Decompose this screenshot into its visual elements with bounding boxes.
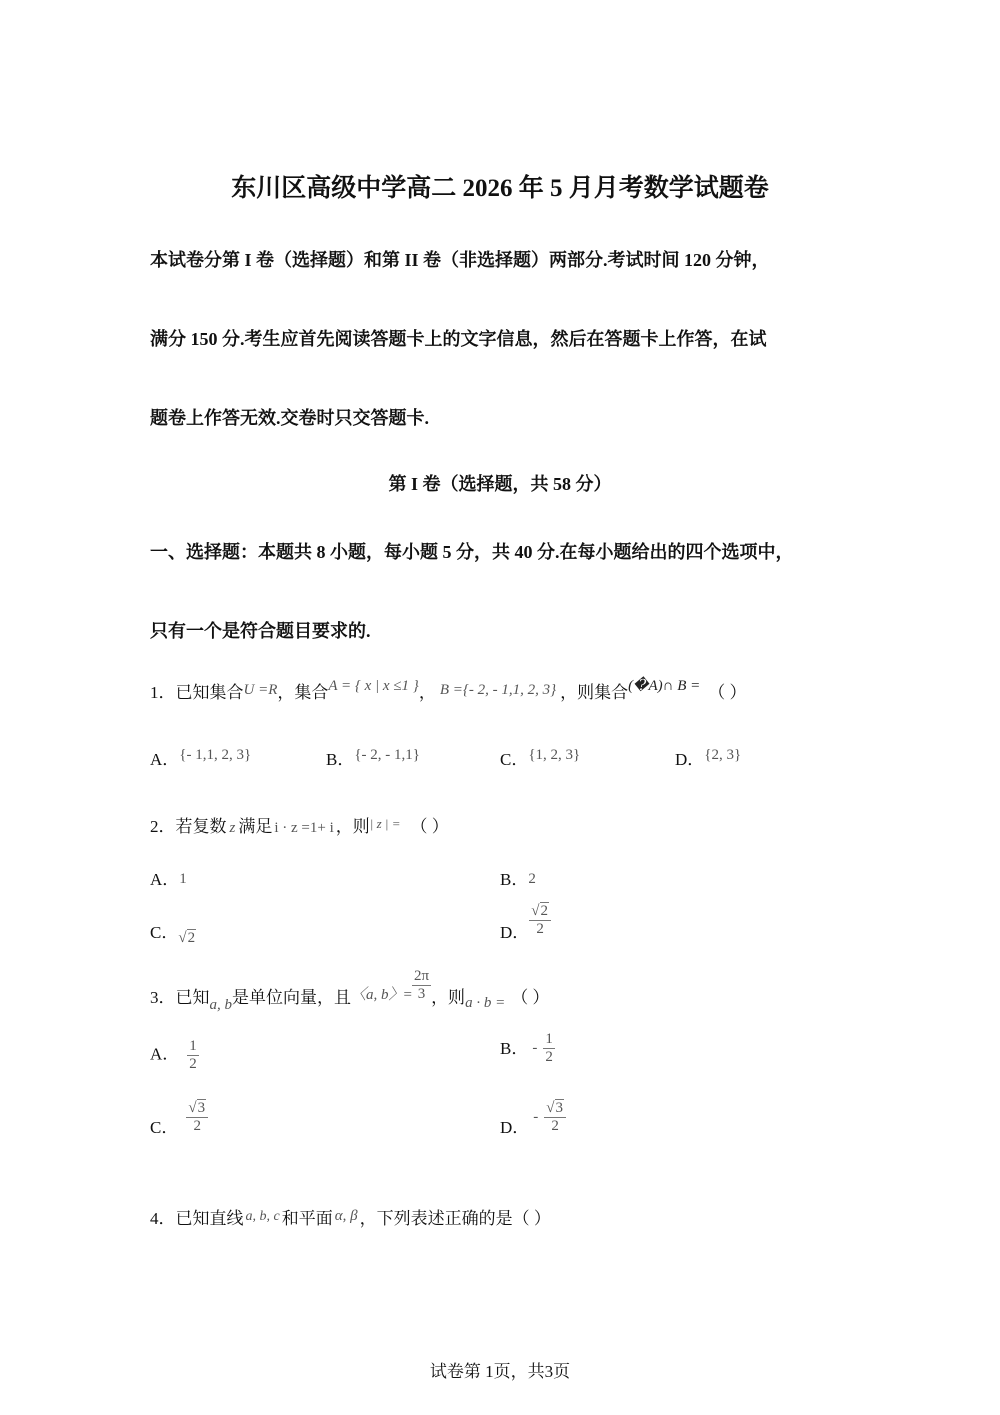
q1-option-b: B．{- 2, - 1,1} <box>326 747 420 769</box>
q2-equation: i · z =1+ i <box>274 820 334 836</box>
q4-text-2: ，下列表述正确的是（ ） <box>359 1209 551 1228</box>
q1-answer-paren: （ ） <box>708 683 747 702</box>
fraction: $\frac{√3}{2}$ <box>544 1100 566 1135</box>
page-title: 东川区高级中学高二 2026 年 5 月月考数学试题卷 <box>231 175 769 202</box>
fraction: $\frac{√3}{2}$ <box>186 1100 208 1135</box>
q1-prefix: 1．已知集合 <box>150 683 244 702</box>
q3-answer-paren: （ ） <box>511 988 550 1008</box>
sqrt-symbol: √2 <box>178 930 196 946</box>
q2-option-b: B．2 <box>500 870 536 889</box>
q1-set-b: B ={- 2, - 1,1, 2, 3} <box>439 682 557 698</box>
q3-prefix: 3．已知 <box>150 988 210 1008</box>
q2-option-c: C．√2 <box>150 923 196 946</box>
intro-line-1: 本试卷分第 I 卷（选择题）和第 II 卷（非选择题）两部分.考试时间 120 分钟， <box>150 250 770 270</box>
q2-option-d: D． $\frac{√2}{2}$ <box>500 903 551 938</box>
q1-expression: (�A)∩ B = <box>628 678 701 694</box>
intro-line-2: 满分 150 分.考生应首先阅读答题卡上的文字信息，然后在答题卡上作答，在试 <box>150 329 767 349</box>
section1-line-1: 一、选择题：本题共 8 小题，每小题 5 分，共 40 分.在每小题给出的四个选项中， <box>150 542 794 562</box>
q2-option-a: A．1 <box>150 870 187 889</box>
part1-heading: 第 I 卷（选择题，共 58 分） <box>388 474 612 494</box>
question-3 <box>150 968 550 1014</box>
q3-option-c: C． $\frac{√3}{2}$ <box>150 1100 208 1135</box>
q2-prefix: 2．若复数 <box>150 817 227 836</box>
intro-line-3: 题卷上作答无效.交卷时只交答题卡. <box>150 408 429 428</box>
q3-angle: 〈a, b〉 <box>351 987 404 1004</box>
question-2 <box>150 812 449 837</box>
q3-text-2: ，则 <box>431 988 466 1008</box>
q3-dot-product: a · b = <box>465 995 506 1012</box>
q1-text-1: ，集合 <box>277 683 329 702</box>
q2-answer-paren: （ ） <box>410 817 449 836</box>
q4-lines: a, b, c <box>245 1209 280 1224</box>
page-footer: 试卷第 1页，共3页 <box>429 1362 571 1381</box>
q3-equals: = <box>403 987 412 1004</box>
q1-text-2: ， <box>418 683 436 702</box>
q1-option-a: A．{- 1,1, 2, 3} <box>150 747 252 769</box>
q1-option-d: D．{2, 3} <box>675 747 742 769</box>
q4-planes: α, β <box>334 1208 358 1224</box>
q3-fraction: $\frac{2\pi}{3}$ <box>413 968 430 1002</box>
q1-option-c: C．{1, 2, 3} <box>500 747 581 769</box>
q3-option-d: D．- $\frac{√3}{2}$ <box>500 1100 566 1135</box>
q2-abs: | z | = <box>369 816 401 831</box>
fraction: $\frac{1}{2}$ <box>189 1038 197 1072</box>
q3-option-a: A． $\frac{1}{2}$ <box>150 1038 197 1072</box>
q4-prefix: 4．已知直线 <box>150 1209 244 1228</box>
question-1 <box>150 678 747 703</box>
q3-vectors: a, b <box>209 997 232 1014</box>
q2-text-2: ，则 <box>335 817 370 836</box>
q1-set-a: A = { x | x ≤1 } <box>328 678 419 694</box>
q3-option-b: B． - $\frac{1}{2}$ <box>500 1031 553 1065</box>
question-4 <box>150 1204 551 1229</box>
q4-text-1: 和平面 <box>281 1209 333 1228</box>
fraction: $\frac{1}{2}$ <box>545 1031 553 1065</box>
section1-line-2: 只有一个是符合题目要求的. <box>150 621 371 641</box>
q1-set-u: U =R <box>243 682 278 698</box>
q1-text-3: ，则集合 <box>560 683 629 702</box>
q3-text-1: 是单位向量，且 <box>232 988 351 1008</box>
q2-text-1: 满足 <box>238 817 273 836</box>
q2-var-z: z <box>229 820 236 836</box>
fraction: $\frac{√2}{2}$ <box>529 903 551 938</box>
